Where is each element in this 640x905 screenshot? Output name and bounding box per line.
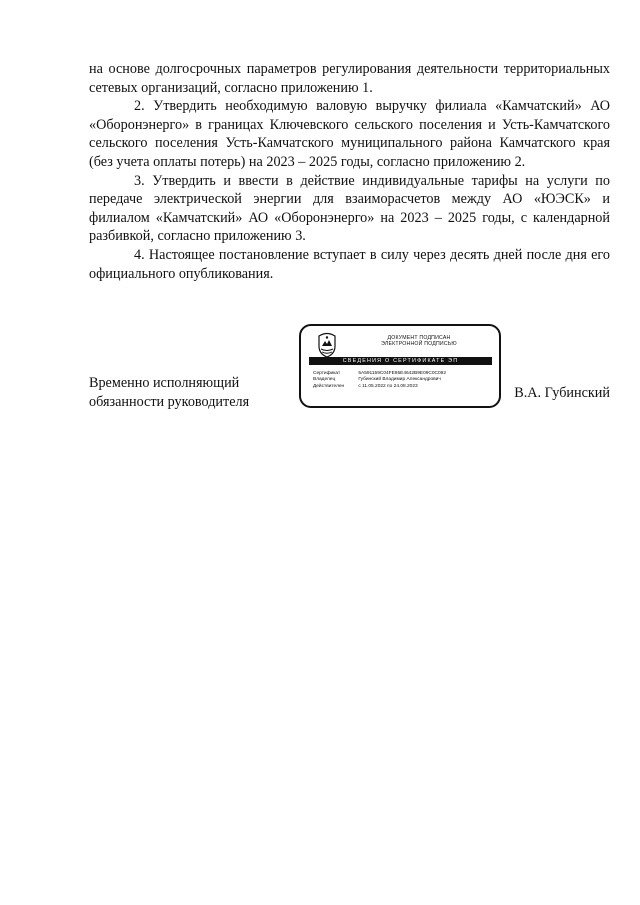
stamp-row-validity: [313, 384, 446, 390]
stamp-key-validity: Действителен: [313, 383, 345, 389]
signer-position-line2: обязанности руководителя: [89, 393, 250, 410]
stamp-certificate-bar: СВЕДЕНИЯ О СЕРТИФИКАТЕ ЭП: [309, 357, 492, 365]
stamp-header: [345, 335, 493, 348]
signer-position-line1: Временно исполняющий: [89, 375, 240, 391]
paragraph-continuation: на основе долгосрочных параметров регулирования деятельности территориальных сетевых организаций, согласно приложению 1.: [89, 61, 610, 96]
signature-block: [89, 322, 610, 412]
stamp-value-validity: с 11.05.2022 по 24.08.2023: [358, 383, 418, 389]
coat-of-arms-icon: [315, 332, 339, 358]
stamp-certificate-details: [313, 371, 446, 390]
stamp-key-certificate: Сертификат: [313, 371, 341, 376]
signer-position: [89, 374, 249, 411]
paragraph-3: 3. Утвердить и ввести в действие индивидуальные тарифы на услуги по передаче электрической энергии для взаиморасчетов между АО «ЮЭСК» и филиалом «Камчатский» АО «Оборонэнерго» на 2023 – 2025 годы, с календарной разбивкой, согласно приложению 3.: [89, 172, 610, 245]
stamp-value-owner: Губинский Владимир Александрович: [358, 377, 441, 383]
signer-name: В.А. Губинский: [514, 385, 610, 401]
stamp-header-line2: ЭЛЕКТРОННОЙ ПОДПИСЬЮ: [381, 341, 457, 348]
paragraph-4: 4. Настоящее постановление вступает в силу через десять дней после дня его официального опубликования.: [89, 246, 610, 282]
electronic-signature-stamp: [299, 324, 501, 408]
stamp-value-certificate: 5A591159C04FE95E4642B9E09C0C092: [358, 371, 446, 376]
paragraph-2: 2. Утвердить необходимую валовую выручку филиала «Камчатский» АО «Оборонэнерго» в границах Ключевского сельского поселения и Усть-Камчатского сельского поселения Усть-Камчатского муниципального района Камчатского края (без учета оплаты потерь) на 2023 – 2025 годы, согласно приложению 2.: [89, 98, 610, 170]
stamp-key-owner: Владелец: [313, 377, 336, 383]
document-body: [89, 60, 610, 283]
stamp-header-line1: ДОКУМЕНТ ПОДПИСАН: [387, 335, 451, 341]
